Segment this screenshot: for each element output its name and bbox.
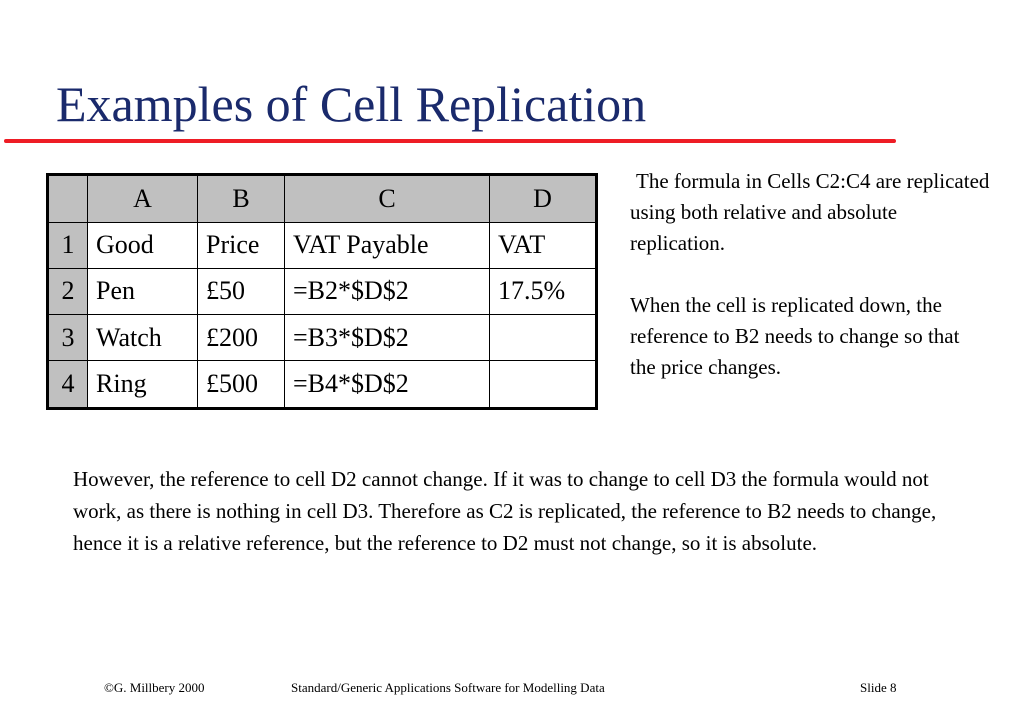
table-row: [48, 361, 597, 409]
table-row: [48, 268, 597, 314]
side-note-text: The formula in Cells C2:C4 are replicated using both relative and absolute replication.: [630, 169, 990, 255]
cell-a3: Watch: [88, 315, 198, 361]
column-header-b: B: [198, 175, 285, 223]
explanation-paragraph: However, the reference to cell D2 cannot change. If it was to change to cell D3 the formula would not work, as there is nothing in cell D3. Therefore as C2 is replicated, the reference to B2 needs to change, hence it is a relative reference, but the reference to D2 must not change, so it is absolute.: [73, 467, 937, 555]
row-number: 1: [48, 222, 88, 268]
footer-course-title: Standard/Generic Applications Software for Modelling Data: [291, 680, 605, 695]
title-underline: [4, 139, 896, 143]
cell-d4: [490, 361, 597, 409]
column-header-row: [48, 175, 597, 223]
cell-c3: =B3*$D$2: [285, 315, 490, 361]
slide-title: Examples of Cell Replication: [56, 76, 647, 132]
table-row: [48, 222, 597, 268]
cell-d2: 17.5%: [490, 268, 597, 314]
row-number: 2: [48, 268, 88, 314]
cell-b4: £500: [198, 361, 285, 409]
cell-a1: Good: [88, 222, 198, 268]
cell-c2: =B2*$D$2: [285, 268, 490, 314]
cell-b1: Price: [198, 222, 285, 268]
cell-d1: VAT: [490, 222, 597, 268]
footer-copyright: ©G. Millbery 2000: [104, 680, 205, 695]
column-header-d: D: [490, 175, 597, 223]
column-header-a: A: [88, 175, 198, 223]
row-number: 4: [48, 361, 88, 409]
corner-cell: [48, 175, 88, 223]
footer-slide-number: Slide 8: [860, 680, 897, 695]
cell-c1: VAT Payable: [285, 222, 490, 268]
column-header-c: C: [285, 175, 490, 223]
cell-c4: =B4*$D$2: [285, 361, 490, 409]
cell-a4: Ring: [88, 361, 198, 409]
cell-d3: [490, 315, 597, 361]
side-note-replication: [630, 166, 990, 259]
cell-b2: £50: [198, 268, 285, 314]
cell-b3: £200: [198, 315, 285, 361]
spreadsheet-table: [46, 173, 598, 410]
cell-a2: Pen: [88, 268, 198, 314]
table-row: [48, 315, 597, 361]
row-number: 3: [48, 315, 88, 361]
side-note-relative-reference: When the cell is replicated down, the reference to B2 needs to change so that the price changes.: [630, 293, 960, 379]
